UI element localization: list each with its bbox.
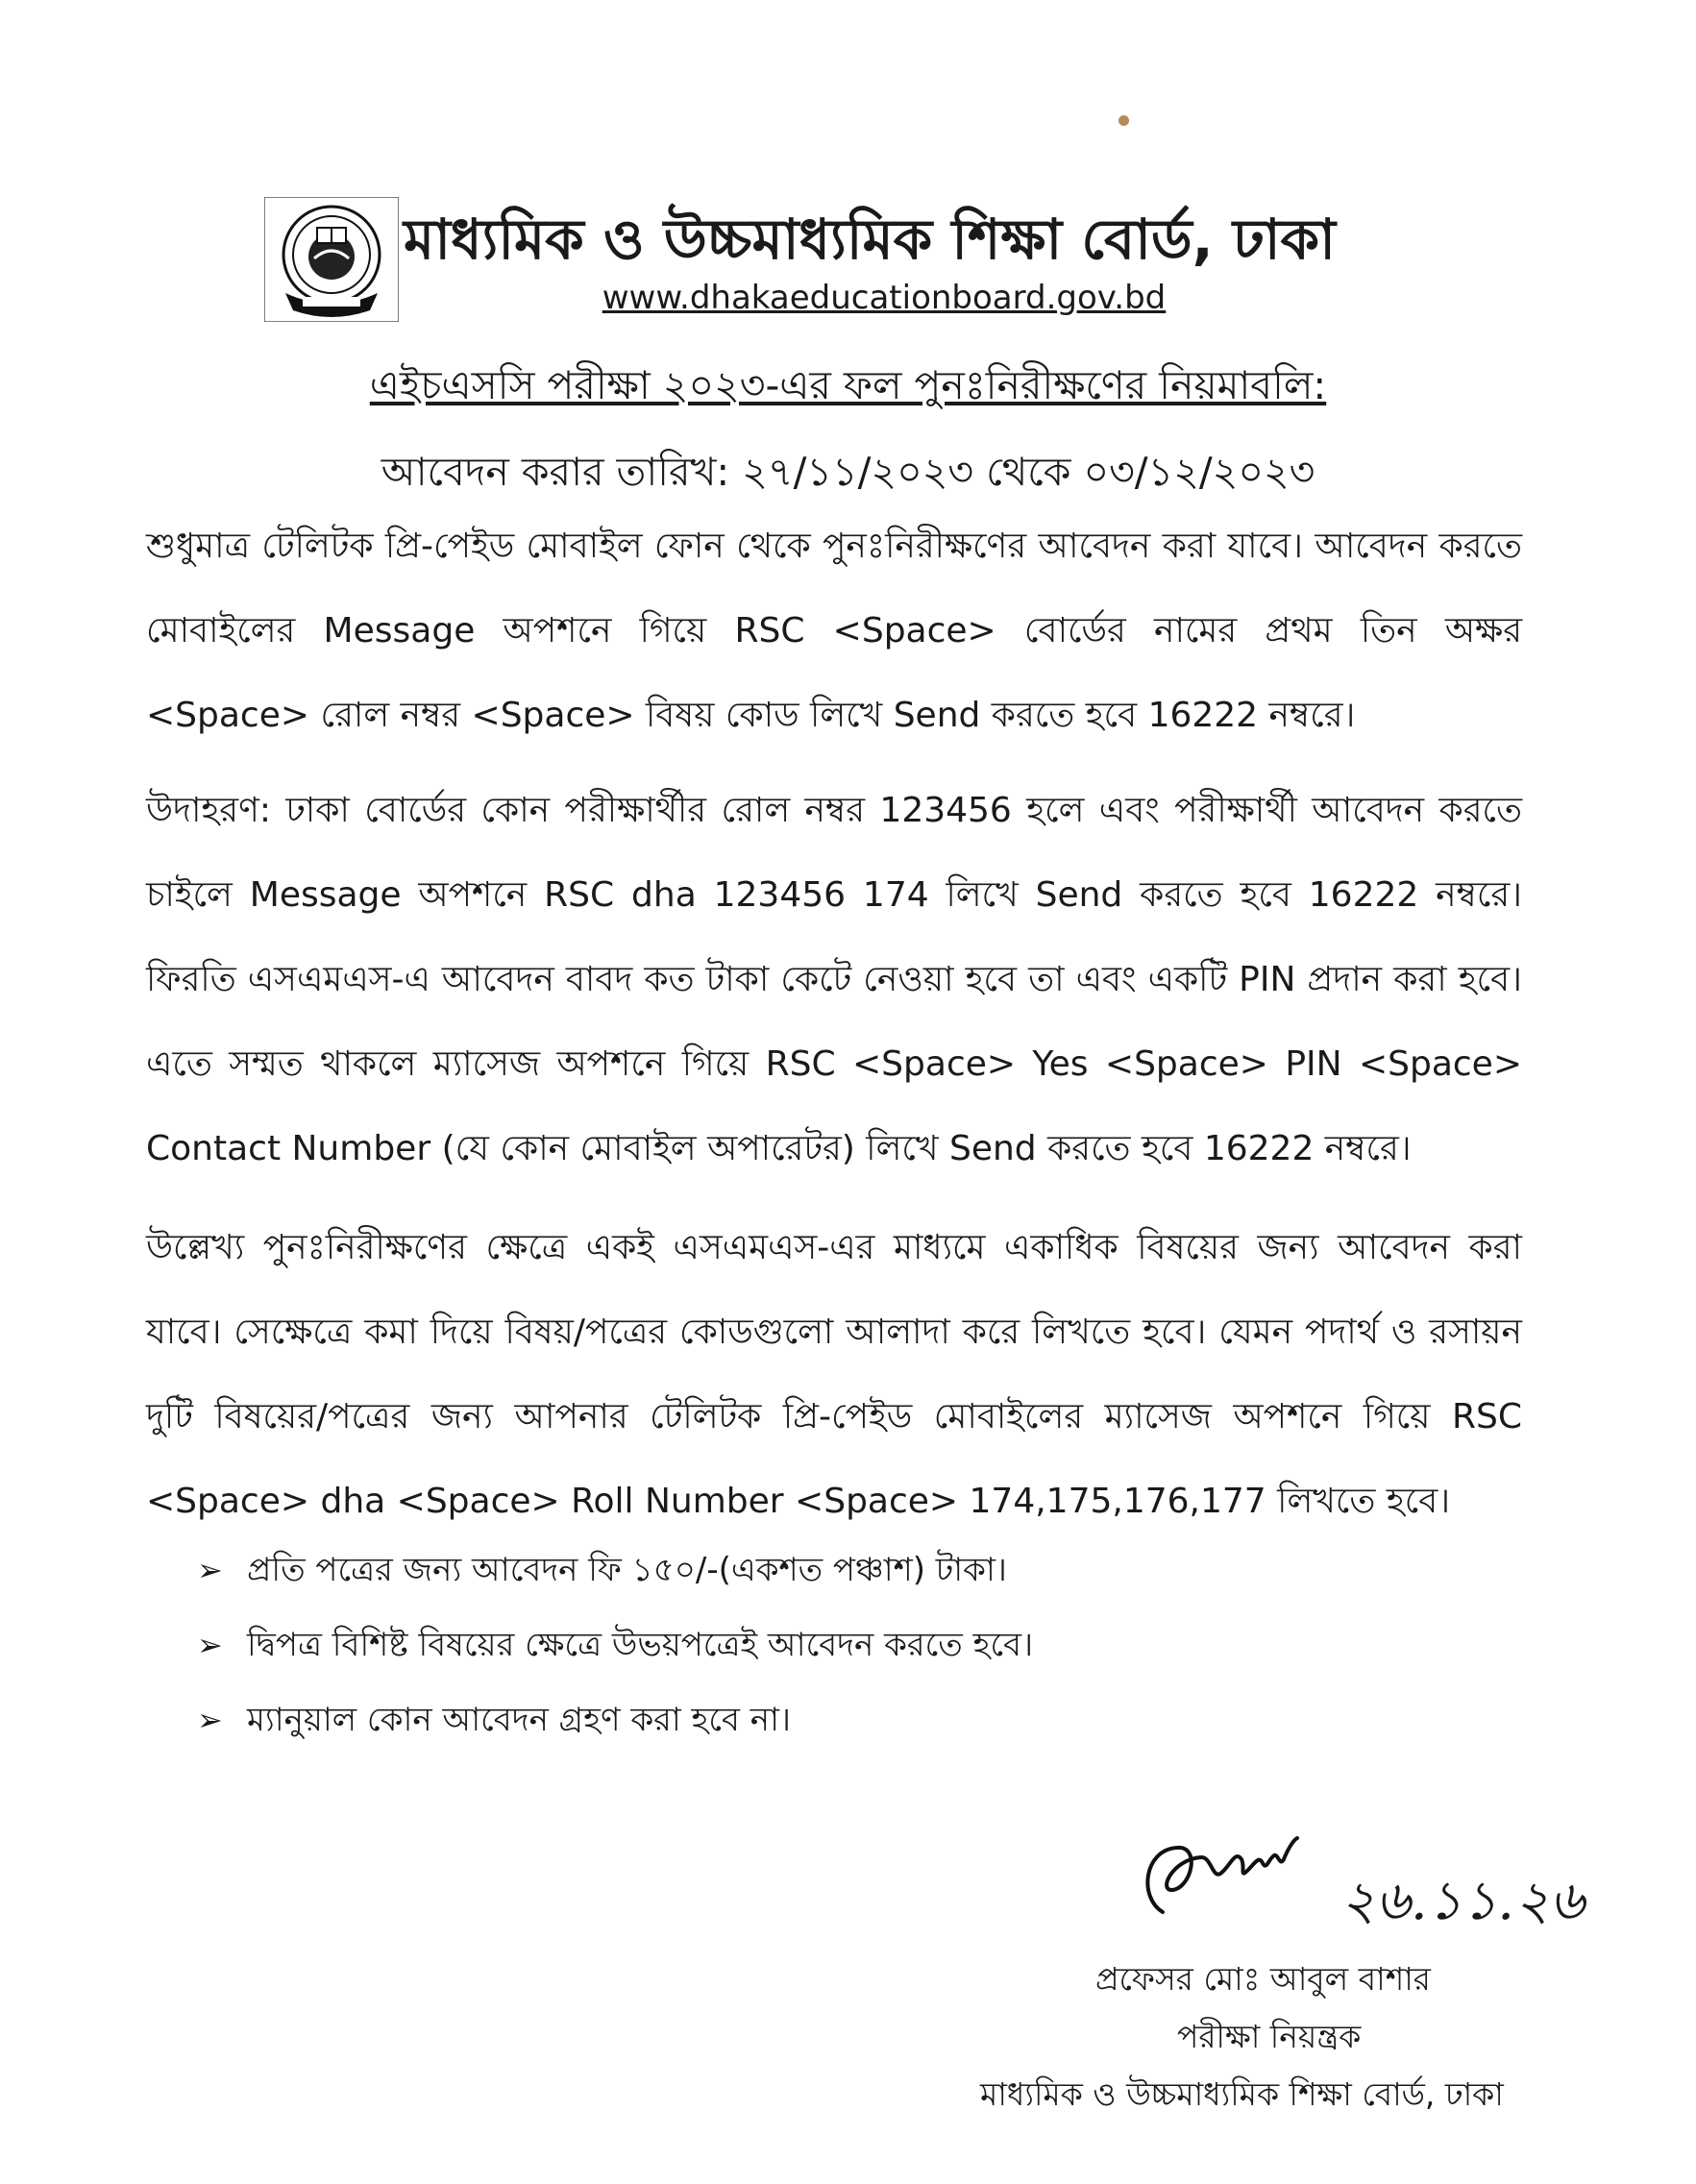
handwritten-signature (1134, 1821, 1364, 1926)
notice-title (288, 356, 1408, 422)
arrow-bullet-icon: ➢ (197, 1552, 223, 1588)
rules-list (197, 1533, 1350, 1757)
example-paragraph: উদাহরণ: ঢাকা বোর্ডের কোন পরীক্ষার্থীর রোল নম্বর 123456 হলে এবং পরীক্ষার্থী আবেদন করতে চাইলে Message অপশনে RSC dha 123456 174 লিখে Send করতে হবে 16222 নম্বরে। ফিরতি এসএমএস-এ আবেদন বাবদ কত টাকা কেটে নেওয়া হবে তা এবং একটি PIN প্রদান করা হবে। এতে সম্মত থাকলে ম্যাসেজ অপশনে গিয়ে RSC <Space> Yes <Space> PIN <Space> Contact Number (যে কোন মোবাইল অপারেটর) লিখে Send করতে হবে 16222 নম্বরে। (146, 791, 1522, 1168)
application-date: আবেদন করার তারিখ: ২৭/১১/২০২৩ থেকে ০৩/১২/২০২৩ (381, 449, 1315, 495)
list-item (197, 1682, 1350, 1757)
list-item (197, 1533, 1350, 1607)
multi-subject-paragraph: উল্লেখ্য পুনঃনিরীক্ষণের ক্ষেত্রে একই এসএমএস-এর মাধ্যমে একাধিক বিষয়ের জন্য আবেদন করা যাবে। সেক্ষেত্রে কমা দিয়ে বিষয়/পত্রের কোডগুলো আলাদা করে লিখতে হবে। যেমন পদার্থ ও রসায়ন দুটি বিষয়ের/পত্রের জন্য আপনার টেলিটক প্রি-পেইড মোবাইলের ম্যাসেজ অপশনে গিয়ে RSC <Space> dha <Space> Roll Number <Space> 174,175,176,177 লিখতে হবে। (146, 1228, 1522, 1521)
stray-dot-mark (1118, 115, 1129, 126)
signatory-designation: পরীক্ষা নিয়ন্ত্রক (1177, 2018, 1362, 2055)
arrow-bullet-icon: ➢ (197, 1702, 223, 1738)
signatory-block (980, 1951, 1537, 2123)
board-seal-logo (264, 197, 399, 322)
notice-title-text: এইচএসসি পরীক্ষা ২০২৩-এর ফল পুনঃনিরীক্ষণের নিয়মাবলি: (369, 362, 1327, 408)
instruction-paragraph-1: শুধুমাত্র টেলিটক প্রি-পেইড মোবাইল ফোন থেকে পুনঃনিরীক্ষণের আবেদন করা যাবে। আবেদন করতে মোবাইলের Message অপশনে গিয়ে RSC <Space> বোর্ডের নামের প্রথম তিন অক্ষর <Space> রোল নম্বর <Space> বিষয় কোড লিখে Send করতে হবে 16222 নম্বরে। (146, 527, 1522, 735)
list-item-text: প্রতি পত্রের জন্য আবেদন ফি ১৫০/-(একশত পঞ্চাশ) টাকা। (247, 1551, 1007, 1589)
list-item-text: ম্যানুয়াল কোন আবেদন গ্রহণ করা হবে না। (247, 1701, 792, 1739)
handwritten-date: ২৬.১১.২৬ (1340, 1870, 1585, 1932)
board-website-link[interactable]: www.dhakaeducationboard.gov.bd (602, 279, 1167, 317)
list-item (197, 1607, 1350, 1682)
signatory-name: প্রফেসর মোঃ আবুল বাশার (1095, 1960, 1431, 1998)
list-item-text: দ্বিপত্র বিশিষ্ট বিষয়ের ক্ষেত্রে উভয়পত্রেই আবেদন করতে হবে। (247, 1626, 1034, 1664)
board-name-heading: মাধ্যমিক ও উচ্চমাধ্যমিক শিক্ষা বোর্ড, ঢাকা (404, 207, 1336, 272)
arrow-bullet-icon: ➢ (197, 1627, 223, 1663)
signatory-organization: মাধ্যমিক ও উচ্চমাধ্যমিক শিক্ষা বোর্ড, ঢাকা (980, 2075, 1504, 2113)
